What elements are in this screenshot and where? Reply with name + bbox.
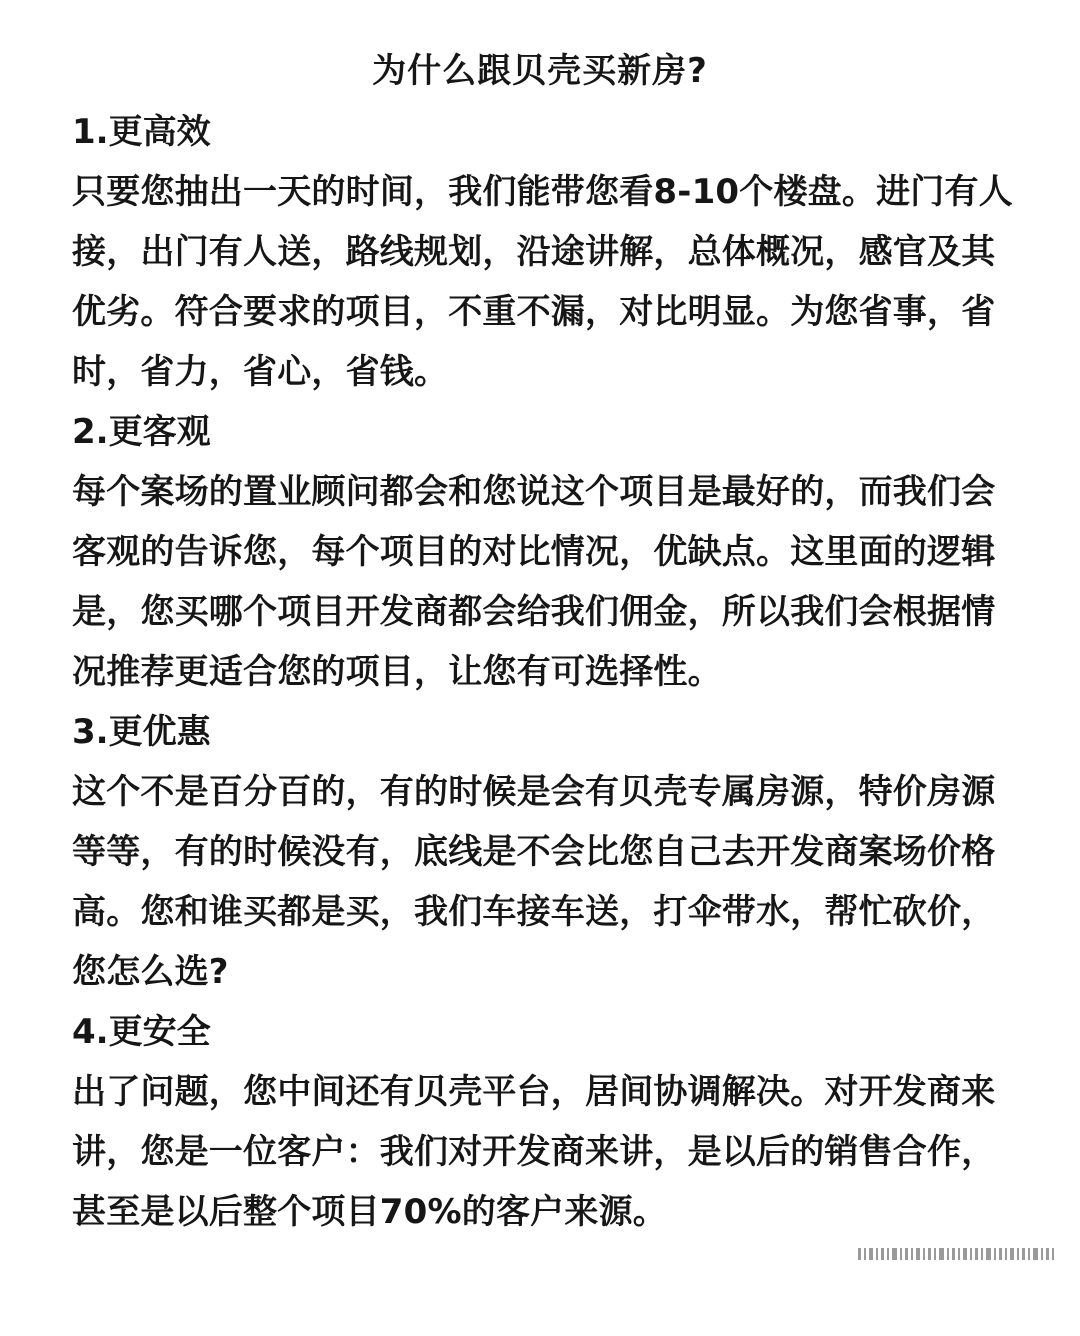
section-efficient — [72, 102, 1017, 402]
section-heading: 3.更优惠 — [72, 712, 211, 752]
watermark-icon — [858, 1246, 1058, 1262]
section-heading: 2.更客观 — [72, 412, 211, 452]
section-objective — [72, 402, 1017, 702]
page-title: 为什么跟贝壳买新房? — [372, 51, 708, 91]
section-body: 只要您抽出一天的时间，我们能带您看8-10个楼盘。进门有人接，出门有人送，路线规划，沿途讲解，总体概况，感官及其优劣。符合要求的项目，不重不漏，对比明显。为您省事，省时，省力，省心，省钱。 — [72, 172, 1013, 392]
section-body: 每个案场的置业顾问都会和您说这个项目是最好的，而我们会客观的告诉您，每个项目的对比情况，优缺点。这里面的逻辑是，您买哪个项目开发商都会给我们佣金，所以我们会根据情况推荐更适合您的项目，让您有可选择性。 — [72, 472, 996, 692]
article-content — [72, 102, 1017, 1242]
section-heading: 1.更高效 — [72, 112, 211, 152]
section-heading: 4.更安全 — [72, 1012, 211, 1052]
section-body: 这个不是百分百的，有的时候是会有贝壳专属房源，特价房源等等，有的时候没有，底线是不会比您自己去开发商案场价格高。您和谁买都是买，我们车接车送，打伞带水，帮忙砍价，您怎么选? — [72, 772, 996, 992]
section-body: 出了问题，您中间还有贝壳平台，居间协调解决。对开发商来讲，您是一位客户：我们对开发商来讲，是以后的销售合作，甚至是以后整个项目70%的客户来源。 — [72, 1072, 996, 1232]
section-discount — [72, 702, 1017, 1002]
section-safety — [72, 1002, 1017, 1242]
